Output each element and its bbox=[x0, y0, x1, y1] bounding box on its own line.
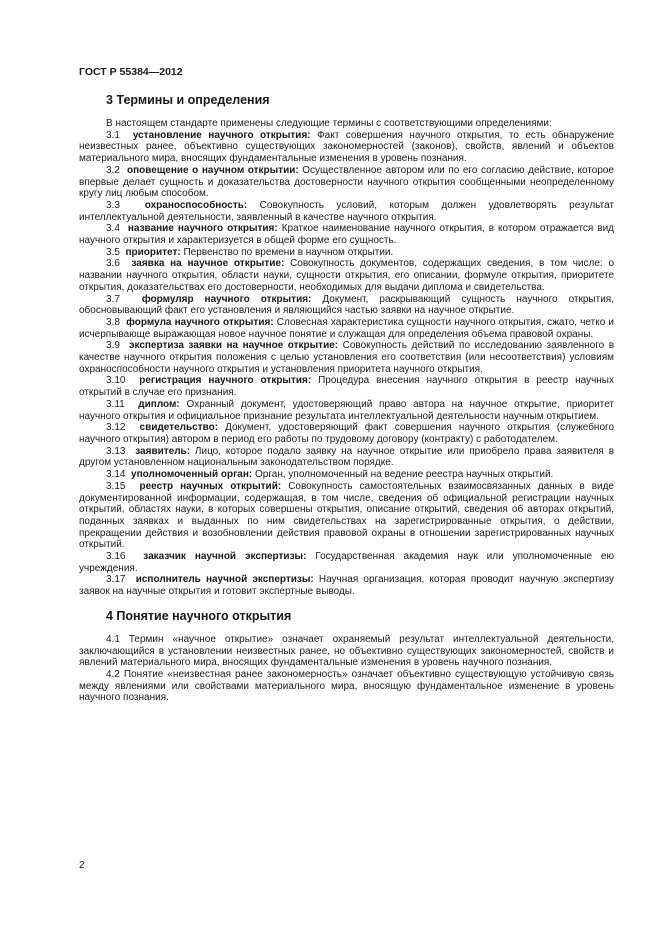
term-name: установление научного открытия: bbox=[132, 129, 311, 141]
term-definition bbox=[79, 399, 614, 422]
term-name: заказчик научной экспертизы: bbox=[143, 551, 307, 563]
term-number: 3.4 bbox=[106, 223, 120, 235]
term-text: Документ, раскрывающий сущность научного открытия, обосновывающий факт его установления и являющийся частью заявки на научное открытие. bbox=[79, 293, 614, 317]
term-text: Документ, удостоверяющий факт совершения научного открытия (служебного научного открытия) автором в период его работы по трудовому договору (контракту) с работодателем. bbox=[79, 422, 615, 445]
term-number: 3.11 bbox=[106, 398, 125, 410]
term-text: Лицо, которое подало заявку на научное открытие или приобрело права заявителя в другом установленном национальным законодательством порядке. bbox=[79, 445, 615, 469]
term-number: 3.13 bbox=[106, 445, 126, 457]
term-definition bbox=[79, 223, 614, 246]
term-definition bbox=[79, 340, 614, 375]
term-text: Процедура внесения научного открытия в реестр научных открытий в случае его признания. bbox=[79, 375, 614, 399]
term-text: Государственная академия наук или уполномоченные ею учреждения. bbox=[79, 551, 614, 574]
section-4-paragraph: 4.2 Понятие «неизвестная ранее закономерность» означает объективно существующую устойчивую связь между явлениями или свойствами материального мира, вносящую фундаментальное изменение в уровень научного познания. bbox=[79, 668, 614, 704]
document-header: ГОСТ Р 55384—2012 bbox=[79, 66, 183, 78]
term-definition bbox=[79, 294, 614, 317]
term-definition bbox=[79, 446, 614, 469]
term-number: 3.15 bbox=[106, 480, 126, 492]
term-text: Словесная характеристика сущности научного открытия, сжато, четко и исчерпывающе выражающая новое научное понятие и служащая для определения объема правовой охраны. bbox=[79, 316, 615, 340]
term-name: название научного открытия: bbox=[127, 223, 278, 235]
term-name: формуляр научного открытия: bbox=[141, 293, 312, 305]
term-definition bbox=[79, 130, 614, 165]
term-definition bbox=[79, 317, 614, 340]
page-number: 2 bbox=[79, 860, 85, 871]
term-name: формула научного открытия: bbox=[126, 316, 274, 328]
term-name: приоритет: bbox=[125, 246, 181, 258]
term-definition bbox=[79, 375, 614, 398]
section-4-title: 4 Понятие научного открытия bbox=[106, 608, 292, 623]
section-3-intro: В настоящем стандарте применены следующие термины с соответствующими определениями: bbox=[106, 118, 552, 129]
term-number: 3.2 bbox=[106, 164, 120, 176]
terms-list bbox=[79, 130, 614, 598]
term-text: Совокупность условий, которым должен удовлетворять результат интеллектуальной деятельности, заявленный в качестве научного открытия. bbox=[79, 199, 614, 223]
section-3-title: 3 Термины и определения bbox=[106, 93, 270, 107]
term-definition bbox=[79, 258, 614, 293]
term-name: заявка на научное открытие: bbox=[131, 258, 285, 270]
term-name: диплом: bbox=[138, 398, 180, 410]
term-number: 3.10 bbox=[106, 375, 126, 387]
section-4-paragraph: 4.1 Термин «научное открытие» означает охраняемый результат интеллектуальной деятельности, заключающийся в установлении неизвестных ранее, но объективно существующих закономерностей, свойств и явлений материального мира, вносящих фундаментальные изменения в уровень научного познания. bbox=[79, 633, 614, 669]
term-number: 3.6 bbox=[106, 258, 120, 270]
term-text: Орган, уполномоченный на ведение реестра научных открытий. bbox=[255, 469, 554, 481]
term-name: регистрация научного открытия: bbox=[139, 375, 312, 387]
term-number: 3.1 bbox=[106, 129, 120, 141]
term-number: 3.9 bbox=[106, 340, 120, 352]
term-definition bbox=[79, 481, 614, 551]
page-content bbox=[79, 92, 614, 704]
term-number: 3.17 bbox=[106, 574, 126, 586]
term-definition bbox=[79, 574, 614, 597]
term-name: охраноспособность: bbox=[144, 199, 248, 211]
term-number: 3.8 bbox=[106, 316, 120, 328]
term-text: Охранный документ, удостоверяющий право автора на научное открытие, приоритет научного открытия и официальное признание результата интеллектуальной деятельности научным открытием. bbox=[79, 398, 615, 422]
term-name: заявитель: bbox=[135, 445, 191, 457]
term-text: Совокупность действий по исследованию заявленного в качестве научного открытия положения с целью установления его соответствия (или несоответствия) условиям охраноспособности научного открытия и установления приоритета научного открытия. bbox=[79, 340, 615, 375]
term-text: Первенство по времени в научном открытии. bbox=[183, 246, 394, 258]
term-definition bbox=[79, 200, 614, 223]
term-number: 3.7 bbox=[106, 293, 120, 305]
term-definition bbox=[79, 469, 614, 481]
term-number: 3.16 bbox=[106, 551, 126, 563]
term-definition bbox=[79, 551, 614, 574]
term-number: 3.12 bbox=[106, 422, 126, 434]
term-text: Совокупность документов, содержащих сведения, в том числе: о названии научного открытия, области науки, сущности открытия, его описании, формуле открытия, приоритете открытия, доказательствах его достоверности, необходимых для выдачи диплома и свидетельства. bbox=[79, 258, 615, 293]
term-name: уполномоченный орган: bbox=[131, 469, 253, 481]
term-text: Совокупность самостоятельных взаимосвязанных данных в виде документированной информации, содержащая, в том числе, сведения об официальной регистрации научных открытий, областях науки, в которых совершены открытия, описание открытий, сведения об авторах открытий, поданных заявках и выданных по ним свидетельствах на зарегистрированные открытия, о действии, прекращении действия и возобновлении действия правовой охраны в отношении зарегистрированных научных открытий. bbox=[79, 480, 614, 551]
term-number: 3.5 bbox=[106, 246, 120, 258]
term-text: Факт совершения научного открытия, то есть обнаружение неизвестных ранее, объективно существующих закономерностей (законов), свойств, явлений и объектов материального мира, вносящих фундаментальные изменения в уровень познания. bbox=[79, 129, 615, 165]
term-text: Научная организация, которая проводит научную экспертизу заявок на научные открытия и готовит экспертные выводы. bbox=[79, 574, 614, 598]
term-number: 3.3 bbox=[106, 199, 120, 211]
term-text: Осуществленное автором или по его согласию действие, которое впервые делает сущность и доказательства достоверности научного открытия сообщенными неопределенному кругу лиц любым способом. bbox=[79, 164, 615, 200]
term-name: исполнитель научной экспертизы: bbox=[135, 574, 314, 586]
term-number: 3.14 bbox=[106, 469, 126, 481]
term-name: экспертиза заявки на научное открытие: bbox=[128, 340, 339, 352]
term-name: свидетельство: bbox=[139, 422, 219, 434]
term-name: оповещение о научном открытии: bbox=[127, 164, 299, 176]
term-definition bbox=[79, 422, 614, 445]
term-definition bbox=[79, 165, 614, 200]
term-text: Краткое наименование научного открытия, в котором отражается вид научного открытия и характеризуется в общей форме его сущность. bbox=[79, 223, 614, 247]
term-name: реестр научных открытий: bbox=[139, 480, 282, 492]
term-definition bbox=[79, 247, 614, 259]
